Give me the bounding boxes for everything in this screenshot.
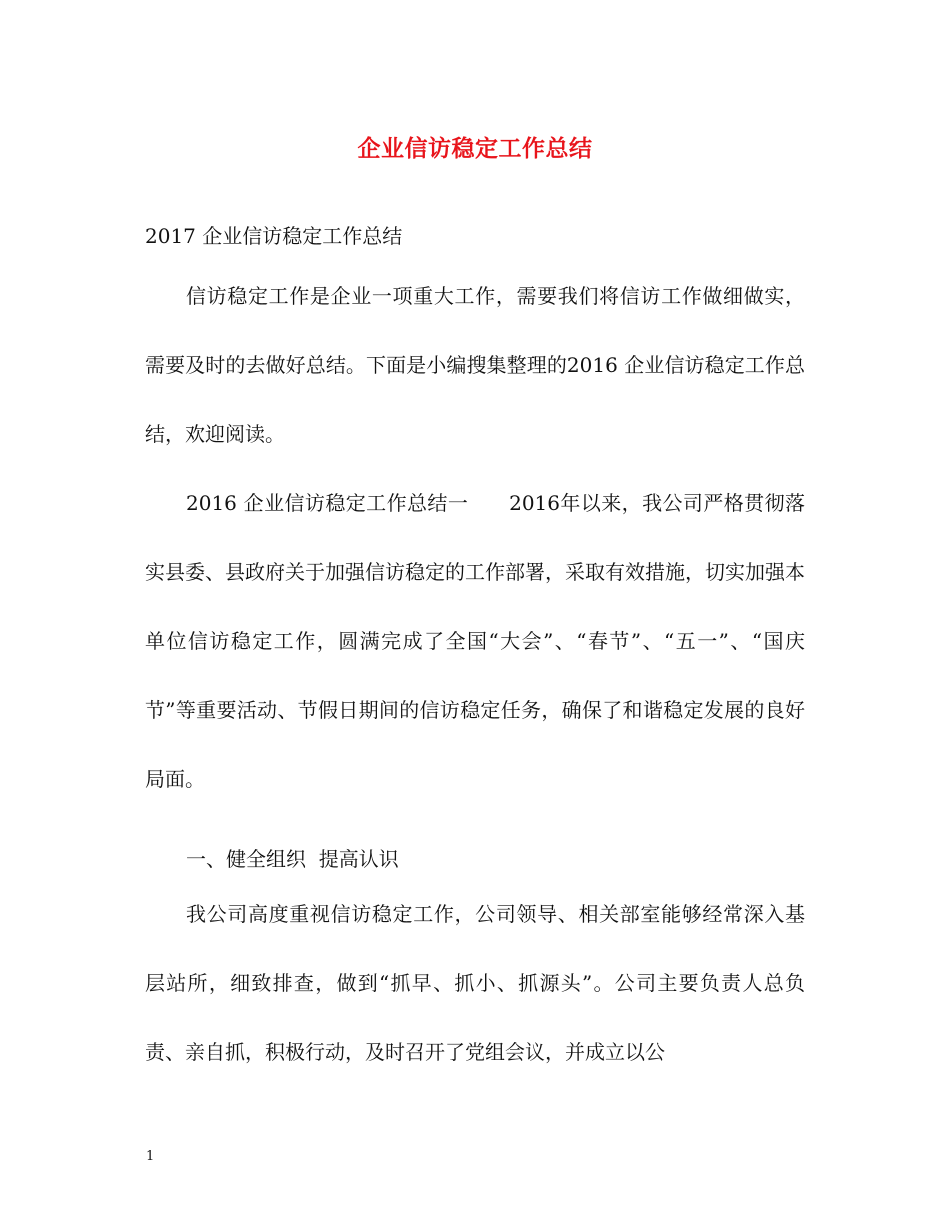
section-paragraph: 我公司高度重视信访稳定工作，公司领导、相关部室能够经常深入基层站所，细致排查，做到“抓早、抓小、抓源头”。公司主要负责人总负责、亲自抓，积极行动，及时召开了党组会议，并成立以公	[145, 902, 805, 1064]
section-heading: 一、健全组织 提高认识	[186, 847, 399, 871]
document-subtitle: 2017 企业信访稳定工作总结	[145, 224, 403, 248]
page-number: 1	[146, 1149, 155, 1164]
summary-paragraph: 2016 企业信访稳定工作总结一 2016年以来，我公司严格贯彻落实县委、县政府关于加强信访稳定的工作部署，采取有效措施，切实加强本单位信访稳定工作，圆满完成了全国“大会”、“春节”、“五一”、“国庆节”等重要活动、节假日期间的信访稳定任务，确保了和谐稳定发展的良好局面。	[145, 491, 805, 791]
intro-paragraph: 信访稳定工作是企业一项重大工作，需要我们将信访工作做细做实，需要及时的去做好总结。下面是小编搜集整理的2016 企业信访稳定工作总结，欢迎阅读。	[145, 284, 805, 446]
document-title: 企业信访稳定工作总结	[357, 135, 593, 162]
